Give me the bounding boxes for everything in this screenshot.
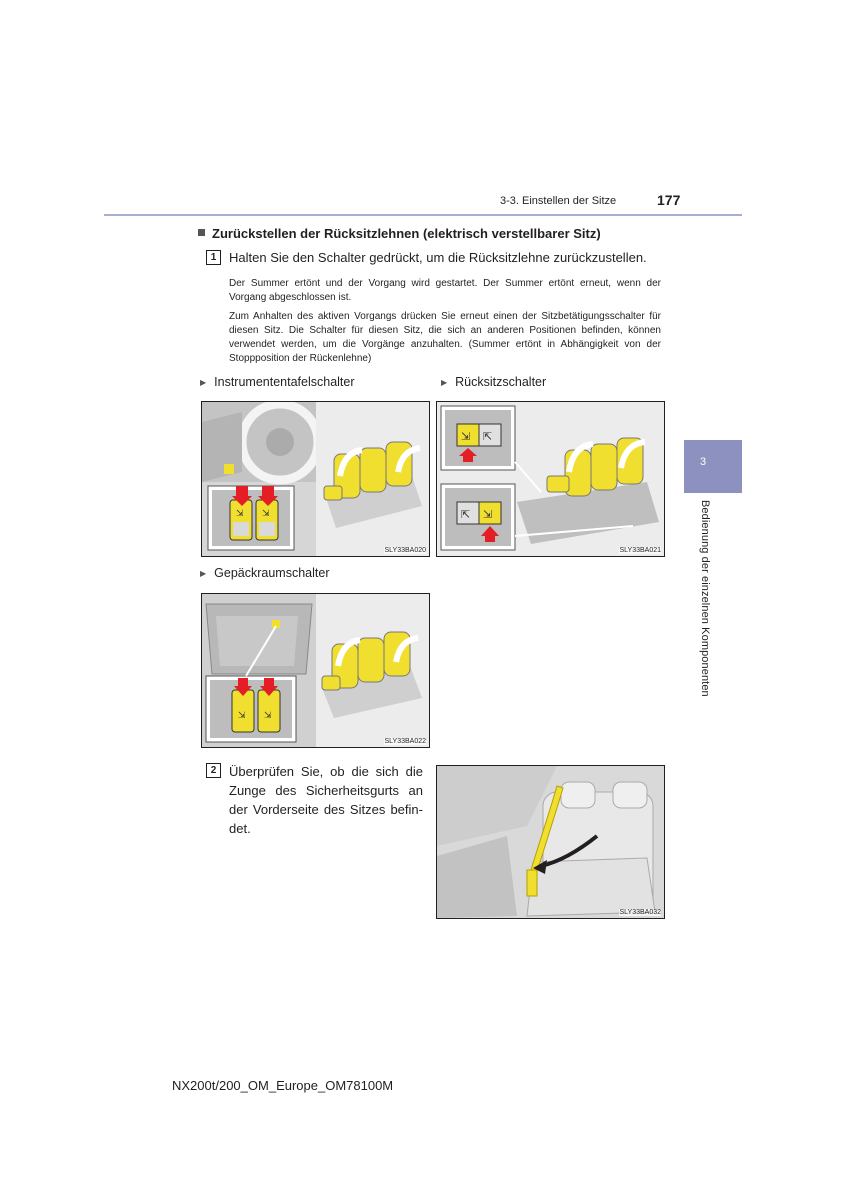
step-1-note-1: Der Summer ertönt und der Vorgang wird gestartet. Der Summer ertönt erneut, wenn der Vorgang abgeschlossen ist.: [229, 278, 661, 303]
header-rule: [104, 214, 742, 216]
bullet-rear-label: Rücksitzschalter: [455, 375, 547, 389]
figure-code-4: SLY33BA032: [619, 909, 661, 916]
triangle-bullet-icon: ▶: [200, 569, 207, 578]
svg-text:⇲: ⇲: [264, 711, 272, 721]
bullet-luggage: [200, 566, 329, 580]
svg-text:⇱: ⇱: [483, 430, 493, 443]
figure-luggage-switch: [201, 593, 430, 748]
figure-instrument-panel-switch: [201, 401, 430, 557]
square-bullet-icon: [198, 229, 205, 236]
bullet-instrument-label: Instrumententafelschalter: [214, 375, 355, 389]
figure-code-1: SLY33BA020: [384, 547, 426, 554]
figure-rear-seat-switch: [436, 401, 665, 557]
svg-text:⇲: ⇲: [236, 509, 244, 519]
figure-code-3: SLY33BA022: [384, 738, 426, 745]
step-2-number: 2: [206, 763, 221, 778]
section-heading: [198, 226, 601, 241]
triangle-bullet-icon: ▶: [200, 378, 207, 387]
figure-seat-belt-tongue: [436, 765, 665, 919]
bullet-rear-seat: [441, 375, 546, 389]
triangle-bullet-icon: ▶: [441, 378, 448, 387]
svg-text:⇲: ⇲: [461, 430, 471, 443]
step-1-note-2: Zum Anhalten des aktiven Vorgangs drücken Sie erneut einen der Sitzbetätigungsschalter für diesen Sitz. Die Schalter für diesen Sitz, die sich an anderen Positionen befinden, können verwendet werden, um die Vorgänge anzuhalten. (Summer ertönt in Abhängigkeit von der Stoppposition der Rückenlehne): [229, 311, 661, 364]
chapter-tab: [684, 440, 742, 493]
svg-text:⇲: ⇲: [238, 711, 246, 721]
bullet-instrument-panel: [200, 375, 355, 389]
figure-code-2: SLY33BA021: [619, 547, 661, 554]
chapter-side-label: Bedienung der einzelnen Komponenten: [699, 500, 711, 697]
chapter-tab-number: 3: [700, 456, 707, 468]
section-heading-text: Zurückstellen der Rücksitzlehnen (elektrisch verstellbarer Sitz): [212, 226, 601, 241]
running-header: 3-3. Einstellen der Sitze: [500, 195, 617, 207]
step-1-number: 1: [206, 250, 221, 265]
footer-model: NX200t/200_OM_Europe_OM78100M: [172, 1078, 394, 1093]
svg-text:⇲: ⇲: [262, 509, 270, 519]
svg-text:⇲: ⇲: [483, 508, 493, 521]
bullet-luggage-label: Gepäckraumschalter: [214, 566, 330, 580]
page-number: 177: [657, 192, 681, 208]
step-2-text: Überprüfen Sie, ob die sich die Zunge des Sicherheitsgurts an der Vorderseite des Sitzes befindet.: [229, 764, 423, 836]
svg-text:⇱: ⇱: [461, 508, 471, 521]
step-1-text: Halten Sie den Schalter gedrückt, um die Rücksitzlehne zurückzustellen.: [229, 250, 647, 265]
